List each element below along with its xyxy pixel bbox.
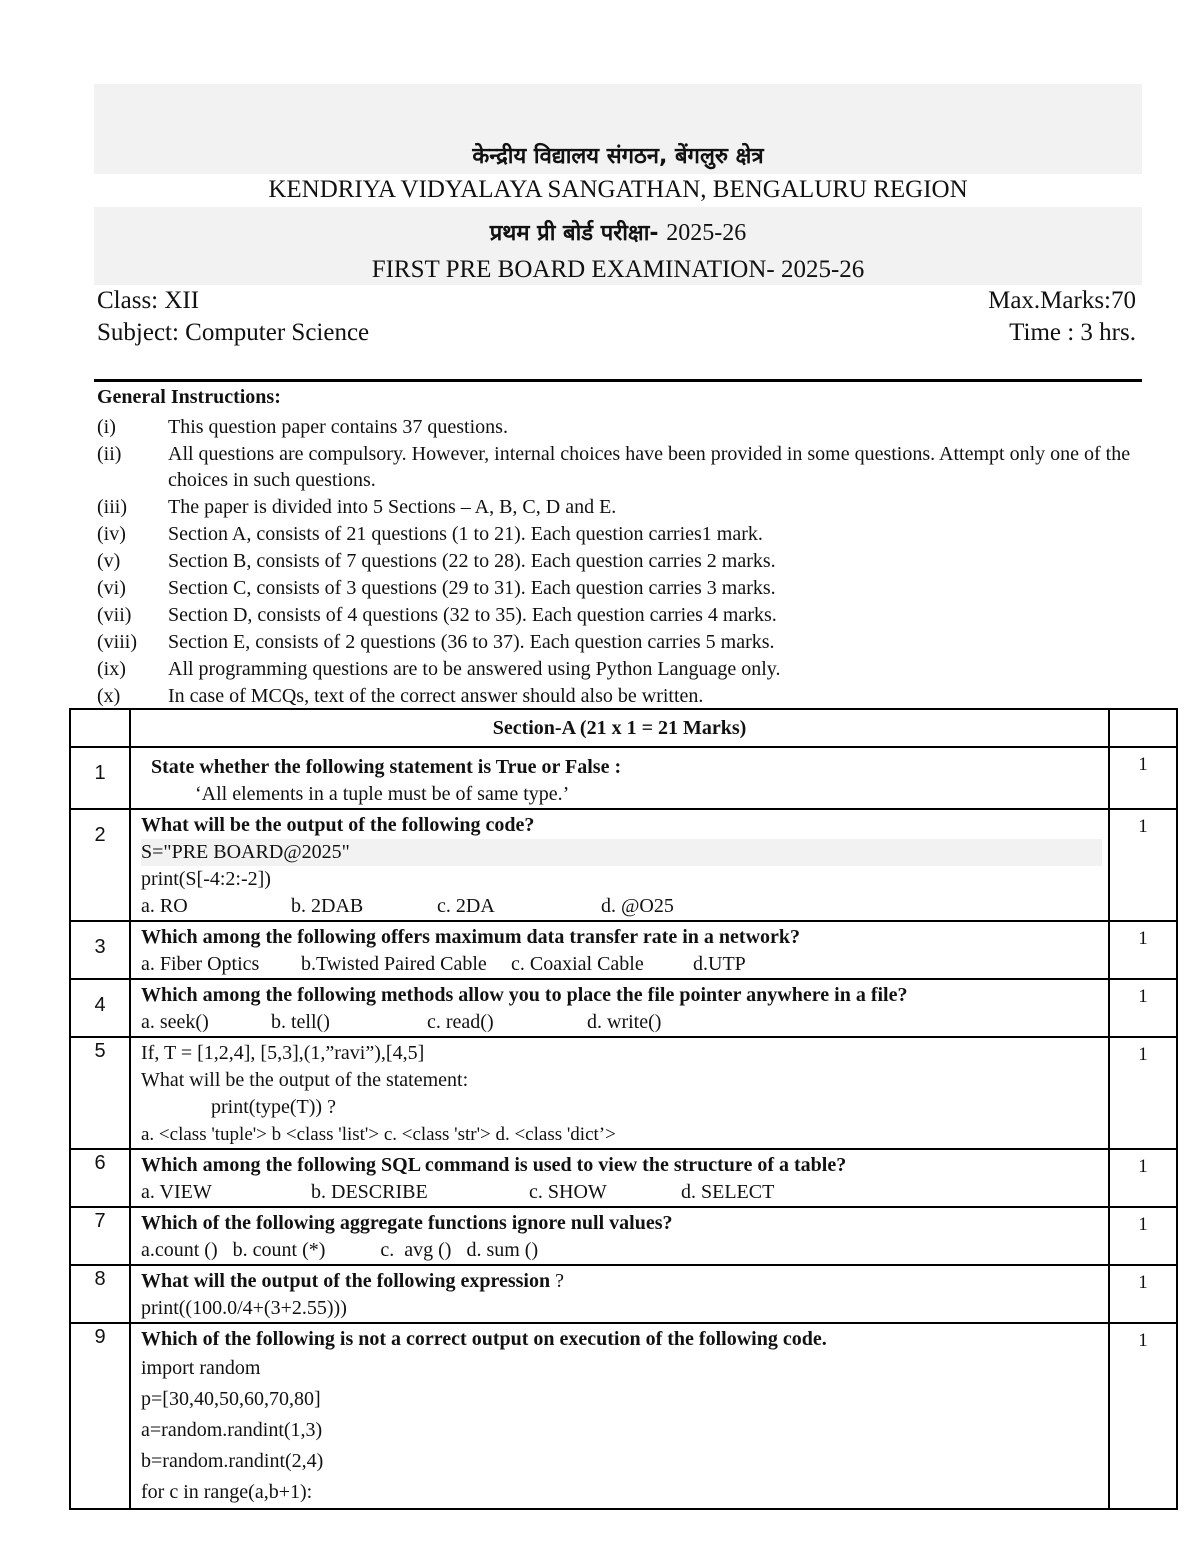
option-a: a. VIEW [141, 1181, 212, 1203]
question-body [130, 1149, 1109, 1207]
instruction-text: Section B, consists of 7 questions (22 to 28). Each question carries 2 marks. [168, 550, 776, 572]
header-divider [94, 379, 1142, 382]
instruction-num: (v) [97, 550, 121, 572]
option-b: b. tell() [271, 1011, 330, 1033]
code-line: S="PRE BOARD@2025" [141, 839, 1102, 866]
question-body [130, 979, 1109, 1037]
empty-cell [70, 709, 130, 747]
question-marks: 1 [1109, 921, 1177, 979]
exam-title-hindi-text: प्रथम प्री बोर्ड परीक्षा- [489, 221, 659, 246]
question-row [70, 1323, 1177, 1509]
options-line [141, 951, 1102, 978]
option-d: d. SELECT [681, 1181, 775, 1203]
question-marks: 1 [1109, 747, 1177, 809]
options-line [141, 1009, 1102, 1036]
instruction-item [97, 441, 1142, 493]
instruction-num: (viii) [97, 631, 137, 653]
question-text: If, T = [1,2,4], [5,3],(1,”ravi”),[4,5] [141, 1042, 425, 1064]
code-line: print(type(T)) ? [211, 1096, 336, 1118]
question-text: What will be the output of the statement: [141, 1069, 469, 1091]
question-marks: 1 [1109, 979, 1177, 1037]
instruction-num: (vii) [97, 604, 132, 626]
question-row [70, 809, 1177, 921]
instruction-text: Section E, consists of 2 questions (36 to 37). Each question carries 5 marks. [168, 631, 775, 653]
question-body [130, 921, 1109, 979]
options-line: a.count () b. count (*) c. avg () d. sum () [141, 1239, 539, 1261]
option-b: b. DESCRIBE [311, 1181, 428, 1203]
option-c: c. read() [427, 1011, 494, 1033]
question-text: What will be the output of the following code? [141, 814, 535, 836]
instruction-text: The paper is divided into 5 Sections – A, B, C, D and E. [168, 496, 617, 518]
option-c: c. Coaxial Cable [511, 953, 644, 975]
time-label: Time : 3 hrs. [1009, 319, 1136, 346]
question-number: 1 [70, 747, 130, 809]
question-row [70, 1149, 1177, 1207]
question-number: 9 [70, 1323, 130, 1509]
option-c: c. 2DA [437, 895, 495, 917]
subject-label: Subject: Computer Science [97, 319, 370, 346]
question-marks: 1 [1109, 1207, 1177, 1265]
code-line: print((100.0/4+(3+2.55))) [141, 1297, 347, 1319]
options-line [141, 1179, 1102, 1206]
instructions-title: General Instructions: [97, 386, 281, 408]
question-number: 6 [70, 1149, 130, 1207]
instruction-num: (iv) [97, 523, 126, 545]
question-row [70, 1207, 1177, 1265]
question-number: 2 [70, 809, 130, 921]
question-row [70, 1265, 1177, 1323]
instruction-text: Section D, consists of 4 questions (32 to 35). Each question carries 4 marks. [168, 604, 777, 626]
option-d: d. write() [587, 1011, 662, 1033]
question-row [70, 747, 1177, 809]
instruction-num: (ix) [97, 658, 126, 680]
section-a-table [69, 708, 1178, 1510]
question-marks: 1 [1109, 1265, 1177, 1323]
instruction-num: (ii) [97, 443, 122, 465]
code-line: p=[30,40,50,60,70,80] [141, 1388, 321, 1410]
instruction-text: Section A, consists of 21 questions (1 to 21). Each question carries1 mark. [168, 523, 763, 545]
instruction-num: (i) [97, 416, 116, 438]
instruction-text: In case of MCQs, text of the correct answer should also be written. [168, 685, 704, 707]
question-text-tail: ? [550, 1270, 564, 1292]
question-body [130, 1037, 1109, 1149]
code-line: for c in range(a,b+1): [141, 1481, 313, 1503]
max-marks-label: Max.Marks:70 [988, 287, 1136, 314]
option-d: d. @O25 [601, 895, 674, 917]
code-line: print(S[-4:2:-2]) [141, 868, 271, 890]
question-text: Which of the following aggregate functions ignore null values? [141, 1212, 673, 1234]
option-c: c. SHOW [529, 1181, 607, 1203]
question-row [70, 1037, 1177, 1149]
instruction-text: All programming questions are to be answered using Python Language only. [168, 658, 781, 680]
instruction-text: All questions are compulsory. However, internal choices have been provided in some questions. Attempt only one of the choices in such questions. [168, 443, 1131, 491]
option-d: d.UTP [693, 953, 746, 975]
question-marks: 1 [1109, 1149, 1177, 1207]
question-number: 4 [70, 979, 130, 1037]
question-text: Which among the following SQL command is used to view the structure of a table? [141, 1154, 847, 1176]
section-a-heading: Section-A (21 x 1 = 21 Marks) [130, 709, 1109, 747]
exam-title-hindi-year: 2025-26 [666, 220, 747, 246]
question-marks: 1 [1109, 1037, 1177, 1149]
instruction-num: (x) [97, 685, 121, 707]
question-line [141, 1268, 1102, 1295]
exam-title-english: FIRST PRE BOARD EXAMINATION- 2025-26 [371, 256, 865, 283]
empty-cell [1109, 709, 1177, 747]
option-a: a. Fiber Optics [141, 953, 260, 975]
code-line: b=random.randint(2,4) [141, 1450, 324, 1472]
code-line: import random [141, 1357, 261, 1379]
class-label: Class: XII [97, 287, 200, 314]
option-b: b.Twisted Paired Cable [301, 953, 487, 975]
question-number: 7 [70, 1207, 130, 1265]
question-text: Which among the following methods allow you to place the file pointer anywhere in a file? [141, 984, 908, 1006]
options-line: a. <class 'tuple'> b <class 'list'> c. <class 'str'> d. <class 'dict’> [141, 1124, 616, 1145]
question-text: Which among the following offers maximum data transfer rate in a network? [141, 926, 801, 948]
question-body [130, 747, 1109, 809]
question-marks: 1 [1109, 1323, 1177, 1509]
question-number: 5 [70, 1037, 130, 1149]
option-a: a. RO [141, 895, 188, 917]
org-name-hindi: केन्द्रीय विद्यालय संगठन, बेंगलुरु क्षेत्र [472, 144, 764, 169]
section-heading-row [70, 709, 1177, 747]
question-text: State whether the following statement is True or False : [151, 756, 622, 778]
question-body [130, 1207, 1109, 1265]
code-line: a=random.randint(1,3) [141, 1419, 323, 1441]
org-name-english: KENDRIYA VIDYALAYA SANGATHAN, BENGALURU REGION [268, 176, 968, 203]
question-marks: 1 [1109, 809, 1177, 921]
question-number: 8 [70, 1265, 130, 1323]
question-body [130, 1323, 1109, 1509]
question-row [70, 979, 1177, 1037]
question-text: Which of the following is not a correct output on execution of the following code. [141, 1328, 827, 1350]
question-statement: ‘All elements in a tuple must be of same type.’ [195, 783, 570, 805]
question-row [70, 921, 1177, 979]
question-text: What will the output of the following expression [141, 1270, 551, 1292]
instruction-num: (vi) [97, 577, 126, 599]
question-body [130, 1265, 1109, 1323]
instruction-text: This question paper contains 37 questions. [168, 416, 508, 438]
options-line [141, 893, 1102, 920]
option-a: a. seek() [141, 1011, 209, 1033]
question-body [130, 809, 1109, 921]
instruction-num: (iii) [97, 496, 127, 518]
option-b: b. 2DAB [291, 895, 364, 917]
instruction-text: Section C, consists of 3 questions (29 to 31). Each question carries 3 marks. [168, 577, 776, 599]
question-number: 3 [70, 921, 130, 979]
exam-title-hindi [94, 217, 1142, 247]
